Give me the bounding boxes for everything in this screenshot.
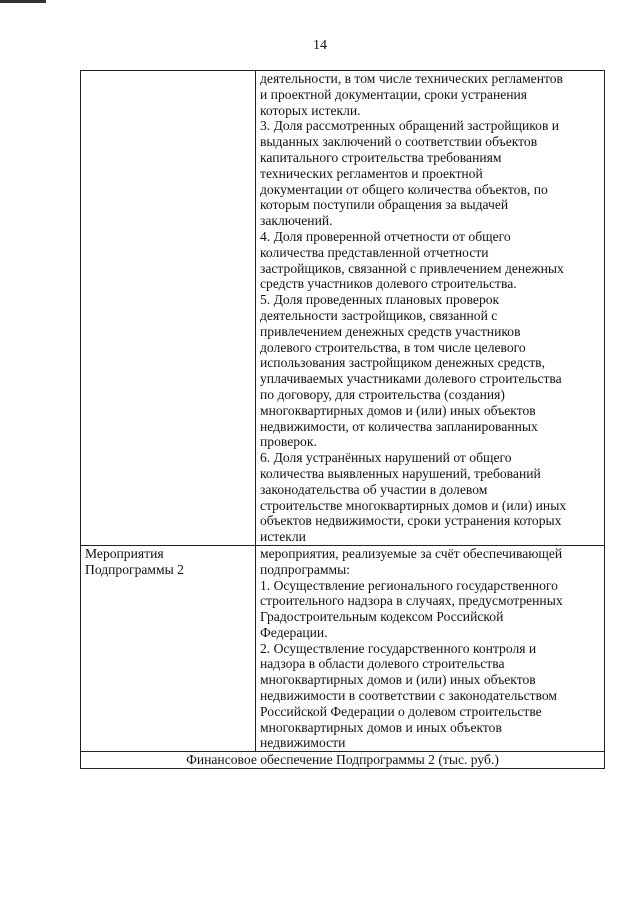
- text-line: технических регламентов и проектной: [260, 165, 483, 181]
- text-line: по договору, для строительства (создания): [260, 386, 505, 402]
- text-line: заключений.: [260, 213, 333, 229]
- text-line: многоквартирных домов и иных объектов: [260, 719, 502, 735]
- text-line: многоквартирных домов и (или) иных объектов: [260, 672, 536, 688]
- text-line: количества представленной отчетности: [260, 244, 489, 260]
- text-line: объектов недвижимости, сроки устранения которых: [260, 513, 562, 529]
- page-number: 14: [313, 38, 327, 53]
- text-line: выданных заключений о соответствии объектов: [260, 134, 538, 150]
- text-line: многоквартирных домов и (или) иных объектов: [260, 402, 536, 418]
- text-line: деятельности застройщиков, связанной с: [260, 307, 498, 323]
- indicators-text-cell: [256, 71, 605, 546]
- text-line: строительстве многоквартирных домов и (или) иных: [260, 497, 567, 513]
- text-line: использования застройщиком денежных средств,: [260, 355, 545, 371]
- text-line: документации от общего количества объектов, по: [260, 181, 548, 197]
- text-line: 1. Осуществление регионального государственного: [260, 577, 558, 593]
- text-line: которым поступили обращения за выдачей: [260, 197, 509, 213]
- text-line: мероприятия, реализуемые за счёт обеспечивающей: [260, 545, 563, 561]
- text-line: привлечением денежных средств участников: [260, 323, 521, 339]
- indicators-label-cell: [81, 71, 256, 546]
- text-line: количества выявленных нарушений, требований: [260, 465, 541, 481]
- text-line: истекли: [260, 529, 306, 545]
- scan-corner-mark: [0, 0, 46, 3]
- text-line: строительного надзора в случаях, предусмотренных: [260, 593, 563, 609]
- text-line: проверок.: [260, 434, 317, 450]
- table-row-financing: [81, 752, 605, 769]
- text-line: Федерации.: [260, 624, 328, 640]
- text-line: 4. Доля проверенной отчетности от общего: [260, 228, 511, 244]
- text-line: долевого строительства, в том числе целевого: [260, 339, 526, 355]
- measures-text-cell: [256, 545, 605, 751]
- label-line: Мероприятия: [85, 545, 164, 561]
- label-line: Подпрограммы 2: [85, 561, 184, 577]
- text-line: 6. Доля устранённых нарушений от общего: [260, 450, 512, 466]
- financing-header-cell: Финансовое обеспечение Подпрограммы 2 (тыс. руб.): [81, 752, 605, 769]
- text-line: и проектной документации, сроки устранения: [260, 86, 528, 102]
- text-line: деятельности, в том числе технических регламентов: [260, 71, 563, 86]
- measures-label-cell: [81, 545, 256, 751]
- text-line: 5. Доля проведенных плановых проверок: [260, 292, 500, 308]
- table-row-measures: [81, 545, 605, 751]
- text-line: законодательства об участии в долевом: [260, 481, 488, 497]
- table-row-indicators: [81, 71, 605, 546]
- text-line: застройщиков, связанной с привлечением денежных: [260, 260, 564, 276]
- text-line: 3. Доля рассмотренных обращений застройщиков и: [260, 118, 560, 134]
- text-line: средств участников долевого строительства.: [260, 276, 517, 292]
- text-line: недвижимости, от количества запланированных: [260, 418, 538, 434]
- text-line: капитального строительства требованиям: [260, 149, 502, 165]
- text-line: подпрограммы:: [260, 561, 350, 577]
- text-line: Российской Федерации о долевом строительстве: [260, 703, 542, 719]
- text-line: надзора в области долевого строительства: [260, 656, 505, 672]
- subprogram-table: [80, 70, 605, 769]
- text-line: недвижимости: [260, 735, 346, 751]
- text-line: недвижимости в соответствии с законодательством: [260, 688, 558, 704]
- text-line: которых истекли.: [260, 102, 361, 118]
- text-line: 2. Осуществление государственного контроля и: [260, 640, 537, 656]
- text-line: уплачиваемых участниками долевого строительства: [260, 371, 562, 387]
- text-line: Градостроительным кодексом Российской: [260, 609, 504, 625]
